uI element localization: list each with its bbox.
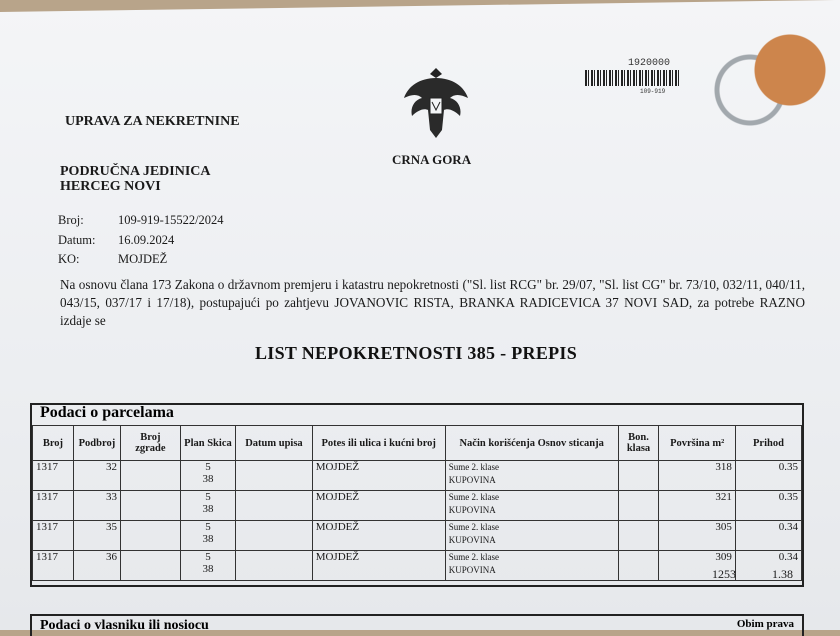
barcode-number: 1920000: [628, 58, 671, 69]
cell-nacin-korisc: Sume 2. klase: [448, 522, 499, 532]
cell-povrsina: 318: [659, 461, 735, 491]
cell-potes: MOJDEŽ: [312, 521, 445, 551]
cell-podbroj: 36: [73, 551, 120, 581]
cell-bon-klasa: [618, 461, 659, 491]
cell-plan-skica: [180, 461, 236, 491]
barcode-subnumber: 109-919: [640, 88, 666, 95]
cell-povrsina: 321: [659, 491, 735, 521]
cell-broj-zgrade: [121, 461, 181, 491]
col-bon-klasa: Bon. klasa: [618, 426, 659, 461]
cell-bon-klasa: [618, 521, 659, 551]
cell-nacin: [445, 551, 618, 581]
barcode: [585, 70, 680, 86]
cell-prihod: 0.35: [735, 491, 801, 521]
cell-plan-skica: [180, 491, 236, 521]
coat-of-arms-icon: [400, 64, 472, 142]
cell-skica: 38: [202, 563, 214, 575]
cell-plan-skica: [180, 551, 236, 581]
cell-plan-skica: [180, 521, 236, 551]
cell-datum-upisa: [236, 521, 312, 551]
cell-skica: 38: [202, 473, 214, 485]
cell-broj: 1317: [33, 521, 74, 551]
col-prihod: Prihod: [735, 426, 801, 461]
parcels-section: [30, 403, 804, 587]
cell-datum-upisa: [236, 461, 312, 491]
cell-bon-klasa: [618, 551, 659, 581]
cell-datum-upisa: [236, 551, 312, 581]
cell-broj: 1317: [33, 461, 74, 491]
cell-nacin: [445, 461, 618, 491]
table-row: [33, 491, 802, 521]
cell-plan: 5: [205, 491, 211, 503]
col-plan-skica: Plan Skica: [180, 426, 236, 461]
cell-prihod: 0.34: [735, 551, 801, 581]
unit-line-2: HERCEG NOVI: [60, 179, 161, 194]
cell-nacin-korisc: Sume 2. klase: [448, 552, 499, 562]
cell-plan: 5: [205, 521, 211, 533]
cell-osnov: KUPOVINA: [448, 565, 496, 575]
table-row: [33, 551, 802, 581]
col-broj-zgrade: Broj zgrade: [121, 426, 181, 461]
owner-section: [30, 614, 804, 636]
cell-skica: 38: [202, 533, 214, 545]
cell-datum-upisa: [236, 491, 312, 521]
cell-bon-klasa: [618, 491, 659, 521]
broj-value: 109-919-15522/2024: [118, 213, 224, 227]
cell-broj-zgrade: [121, 521, 181, 551]
cell-skica: 38: [202, 503, 214, 515]
cell-podbroj: 32: [73, 461, 120, 491]
cell-potes: MOJDEŽ: [312, 491, 445, 521]
table-header-row: [33, 426, 802, 461]
unit-line-1: PODRUČNA JEDINICA: [60, 164, 211, 179]
cell-nacin: [445, 491, 618, 521]
table-row: [33, 521, 802, 551]
cell-broj: 1317: [33, 551, 74, 581]
cell-prihod: 0.34: [735, 521, 801, 551]
cell-broj-zgrade: [121, 491, 181, 521]
col-podbroj: Podbroj: [73, 426, 120, 461]
total-povrsina: 1253: [712, 567, 736, 581]
owner-section-title: Podaci o vlasniku ili nosiocu: [40, 618, 209, 633]
table-row: [33, 461, 802, 491]
country-name: CRNA GORA: [392, 152, 472, 167]
cell-nacin-korisc: Sume 2. klase: [448, 492, 499, 502]
col-datum-upisa: Datum upisa: [236, 426, 312, 461]
obim-prava-label: Obim prava: [736, 618, 794, 630]
cell-plan: 5: [205, 461, 211, 473]
cell-povrsina: 305: [659, 521, 735, 551]
cell-nacin-korisc: Sume 2. klase: [448, 462, 499, 472]
broj-label: Broj:: [58, 213, 84, 227]
col-potes: Potes ili ulica i kućni broj: [312, 426, 445, 461]
ko-value: MOJDEŽ: [118, 252, 168, 266]
parcels-table: [32, 425, 802, 581]
parcels-section-title: Podaci o parcelama: [40, 404, 174, 421]
ko-label: KO:: [58, 252, 80, 266]
cell-podbroj: 33: [73, 491, 120, 521]
col-nacin: Način korišćenja Osnov sticanja: [445, 426, 618, 461]
cell-plan: 5: [205, 551, 211, 563]
cell-broj-zgrade: [121, 551, 181, 581]
datum-label: Datum:: [58, 233, 96, 247]
keys-photo-object: [670, 0, 840, 150]
cell-prihod: 0.35: [735, 461, 801, 491]
cell-potes: MOJDEŽ: [312, 461, 445, 491]
document-title: LIST NEPOKRETNOSTI 385 - PREPIS: [255, 343, 578, 363]
cell-nacin: [445, 521, 618, 551]
legal-paragraph: Na osnovu člana 173 Zakona o državnom premjeru i katastru nepokretnosti ("Sl. list RCG" br. 29/07, "Sl. list CG" br. 73/10, 032/11, 040/11, 043/15, 037/17 i 17/18), postupajući po zahtjevu JOVANOVIC RISTA, BRANKA RADICEVICA 37 NOVI SAD, za potrebe RAZNO izdaje se: [60, 277, 805, 328]
cell-potes: MOJDEŽ: [312, 551, 445, 581]
agency-name: UPRAVA ZA NEKRETNINE: [65, 114, 240, 129]
datum-value: 16.09.2024: [118, 233, 175, 247]
cell-osnov: KUPOVINA: [448, 505, 496, 515]
total-prihod: 1.38: [772, 567, 793, 581]
cell-povrsina: 309: [659, 551, 735, 581]
cell-broj: 1317: [33, 491, 74, 521]
cell-podbroj: 35: [73, 521, 120, 551]
col-povrsina: Površina m²: [659, 426, 735, 461]
col-broj: Broj: [33, 426, 74, 461]
cell-osnov: KUPOVINA: [448, 535, 496, 545]
cell-osnov: KUPOVINA: [448, 475, 496, 485]
